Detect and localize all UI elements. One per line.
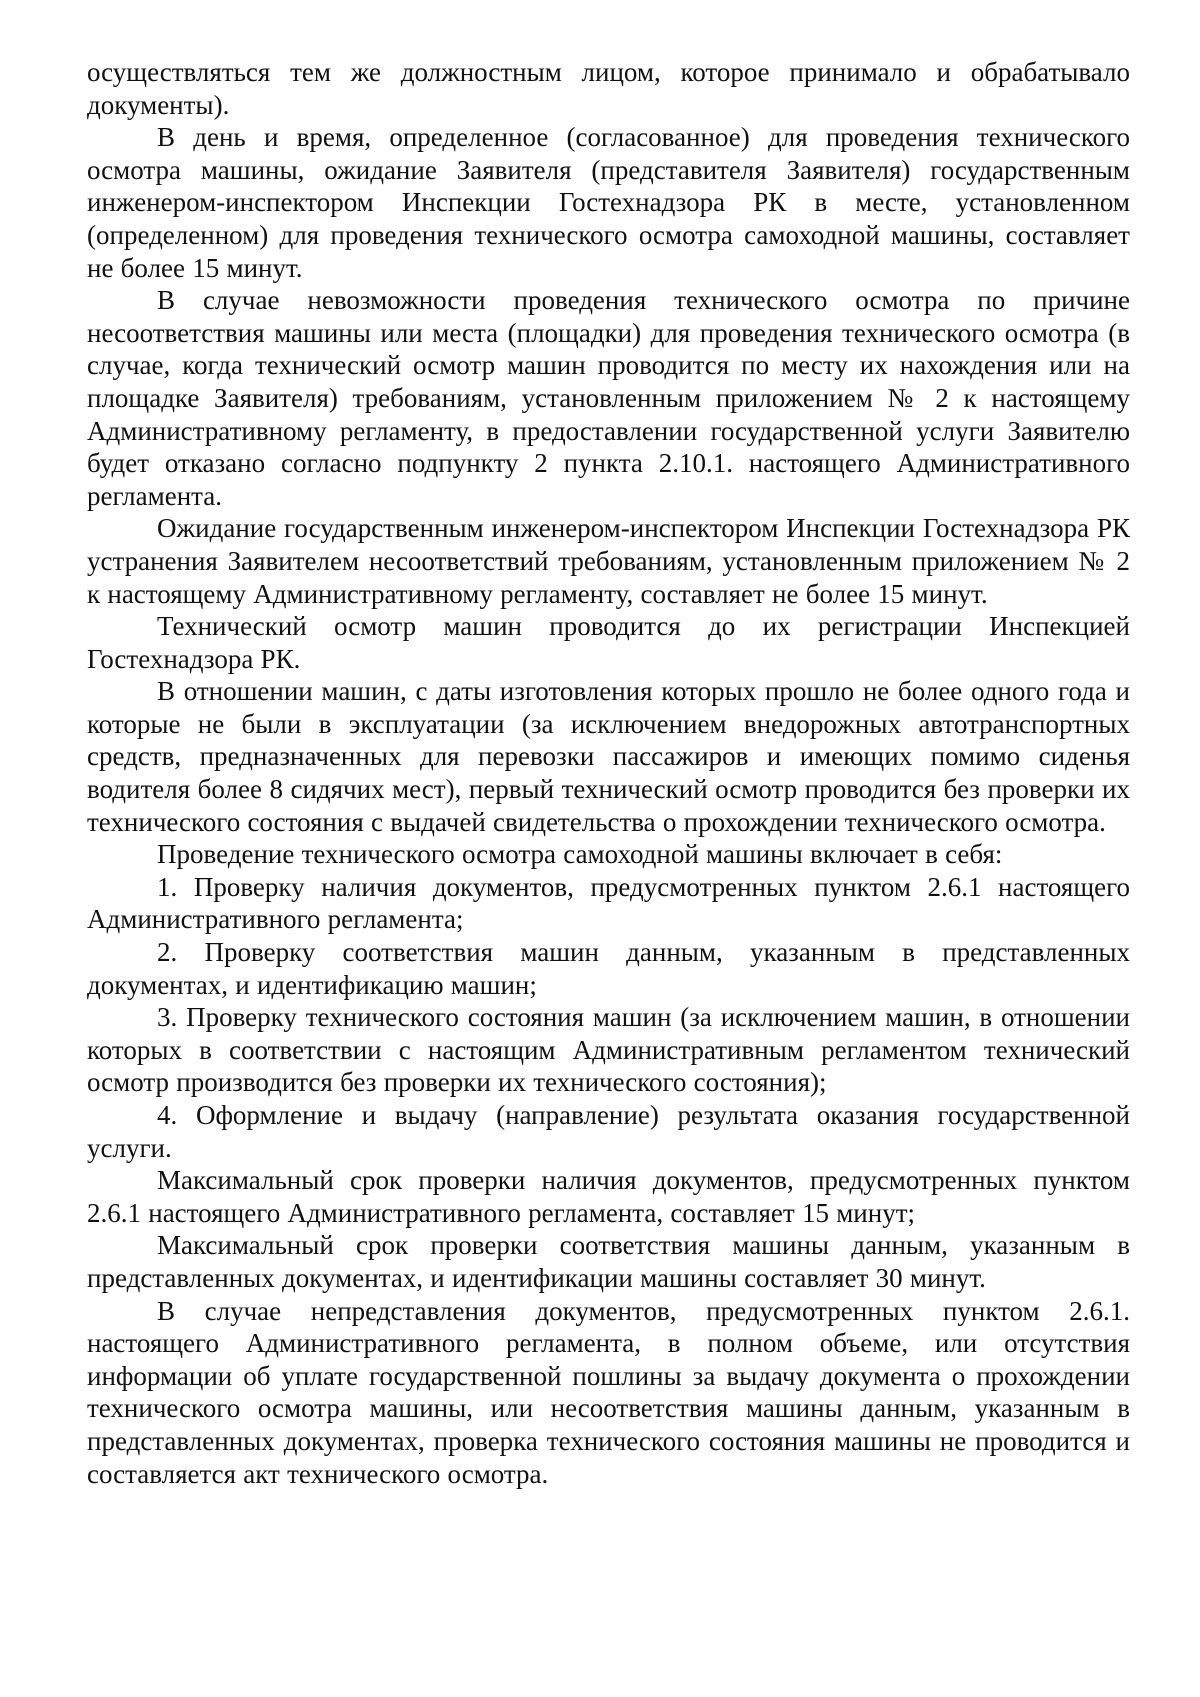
paragraph-inspection-refusal: В случае невозможности проведения технического осмотра по причине несоответствия машины или места (площадки) для проведения технического осмотра (в случае, когда технический осмотр машин проводится по месту их нахождения или на площадке Заявителя) требованиям, установленным приложением № 2 к настоящему Административному регламенту, в предоставлении государственной услуги Заявителю будет отказано согласно подпункту 2 пункта 2.10.1. настоящего Административного регламента. <box>87 285 1130 511</box>
list-item-4: 4. Оформление и выдачу (направление) результата оказания государственной услуги. <box>87 1100 1130 1163</box>
list-item-2: 2. Проверку соответствия машин данным, указанным в представленных документах, и идентификацию машин; <box>87 937 1130 1000</box>
paragraph-max-document-check: Максимальный срок проверки наличия документов, предусмотренных пунктом 2.6.1 настоящего Административного регламента, составляет 15 минут; <box>87 1165 1130 1228</box>
document-page <box>87 56 1130 1490</box>
paragraph-nonconformity-waiting: Ожидание государственным инженером-инспектором Инспекции Гостехнадзора РК устранения Заявителем несоответствий требованиям, установленным приложением № 2 к настоящему Административному регламенту, составляет не более 15 минут. <box>87 513 1130 609</box>
list-item-3: 3. Проверку технического состояния машин (за исключением машин, в отношении которых в соответствии с настоящим Административным регламентом технический осмотр производится без проверки их технического состояния); <box>87 1002 1130 1098</box>
paragraph-inspection-before-registration: Технический осмотр машин проводится до их регистрации Инспекцией Гостехнадзора РК. <box>87 611 1130 674</box>
paragraph-continuation: осуществляться тем же должностным лицом, которое принимало и обрабатывало документы). <box>87 57 1130 120</box>
list-item-1: 1. Проверку наличия документов, предусмотренных пунктом 2.6.1 настоящего Административного регламента; <box>87 871 1130 935</box>
paragraph-inspection-includes: Проведение технического осмотра самоходной машины включает в себя: <box>157 839 1003 870</box>
paragraph-new-machines: В отношении машин, с даты изготовления которых прошло не более одного года и которые не были в эксплуатации (за исключением внедорожных автотранспортных средств, предназначенных для перевозки пассажиров и имеющих помимо сиденья водителя более 8 сидячих мест), первый технический осмотр проводится без проверки их технического состояния с выдачей свидетельства о прохождении технического осмотра. <box>87 676 1130 837</box>
paragraph-max-conformity-check: Максимальный срок проверки соответствия машины данным, указанным в представленных документах, и идентификации машины составляет 30 минут. <box>87 1230 1130 1293</box>
paragraph-inspection-act: В случае непредставления документов, предусмотренных пунктом 2.6.1. настоящего Административного регламента, в полном объеме, или отсутствия информации об уплате государственной пошлины за выдачу документа о прохождении технического осмотра машины, или несоответствия машины данным, указанным в представленных документах, проверка технического состояния машины не проводится и составляется акт технического осмотра. <box>87 1295 1130 1489</box>
paragraph-inspection-waiting-time: В день и время, определенное (согласованное) для проведения технического осмотра машины, ожидание Заявителя (представителя Заявителя) государственным инженером-инспектором Инспекции Гостехнадзора РК в месте, установленном (определенном) для проведения технического осмотра самоходной машины, составляет не более 15 минут. <box>87 122 1130 283</box>
